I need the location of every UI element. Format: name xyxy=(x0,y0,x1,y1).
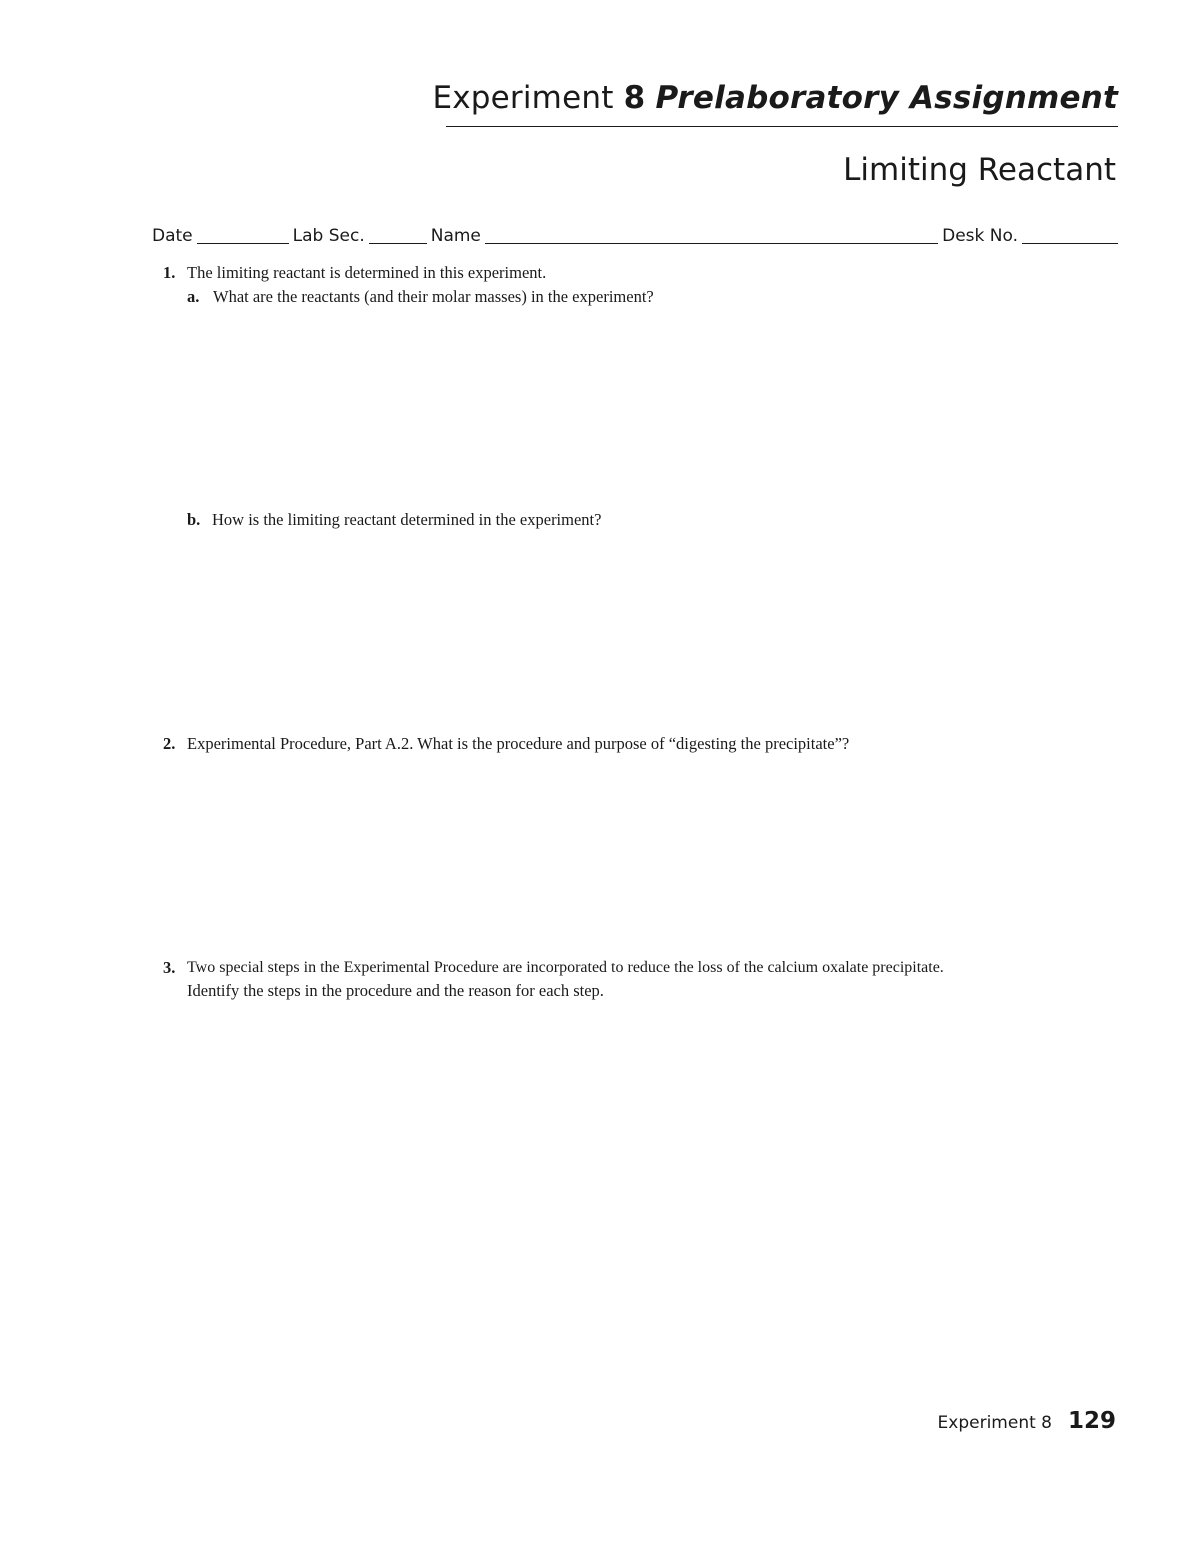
page-footer xyxy=(938,1408,1116,1434)
question-1a-text: What are the reactants (and their molar masses) in the experiment? xyxy=(213,287,654,306)
question-1b-label: b. xyxy=(187,510,201,529)
question-1-number: 1. xyxy=(163,263,176,282)
date-field[interactable] xyxy=(197,229,289,244)
lab-sec-field[interactable] xyxy=(369,229,427,244)
footer-label: Experiment 8 xyxy=(937,1413,1052,1433)
question-1 xyxy=(163,261,546,284)
date-label: Date xyxy=(152,226,193,246)
question-2 xyxy=(163,732,849,755)
question-3-line2: Identify the steps in the procedure and the reason for each step. xyxy=(187,981,604,1000)
name-field[interactable] xyxy=(485,229,938,244)
question-1b-text: How is the limiting reactant determined in the experiment? xyxy=(212,510,602,529)
desk-no-label: Desk No. xyxy=(942,226,1018,246)
lab-sec-label: Lab Sec. xyxy=(292,226,365,246)
question-1a xyxy=(187,285,654,308)
question-3-number: 3. xyxy=(163,958,176,977)
title-number: 8 xyxy=(623,80,646,116)
desk-no-field[interactable] xyxy=(1022,229,1118,244)
question-3 xyxy=(163,956,944,1002)
header-divider xyxy=(446,126,1118,127)
question-1-text: The limiting reactant is determined in this experiment. xyxy=(187,263,547,282)
page-subtitle: Limiting Reactant xyxy=(843,152,1116,188)
question-3-line1: Two special steps in the Experimental Procedure are incorporated to reduce the loss of the calcium oxalate precipitate. xyxy=(187,959,944,976)
name-label: Name xyxy=(430,226,481,246)
question-1b xyxy=(187,508,601,531)
title-suffix: Prelaboratory Assignment xyxy=(655,80,1118,116)
title-prefix: Experiment xyxy=(432,80,614,116)
question-1a-label: a. xyxy=(187,287,200,306)
student-info-line xyxy=(152,226,1118,246)
page-number: 129 xyxy=(1067,1408,1116,1434)
question-2-text: Experimental Procedure, Part A.2. What is the procedure and purpose of “digesting the precipitate”? xyxy=(187,734,850,753)
question-2-number: 2. xyxy=(163,734,176,753)
page-title xyxy=(432,80,1118,116)
